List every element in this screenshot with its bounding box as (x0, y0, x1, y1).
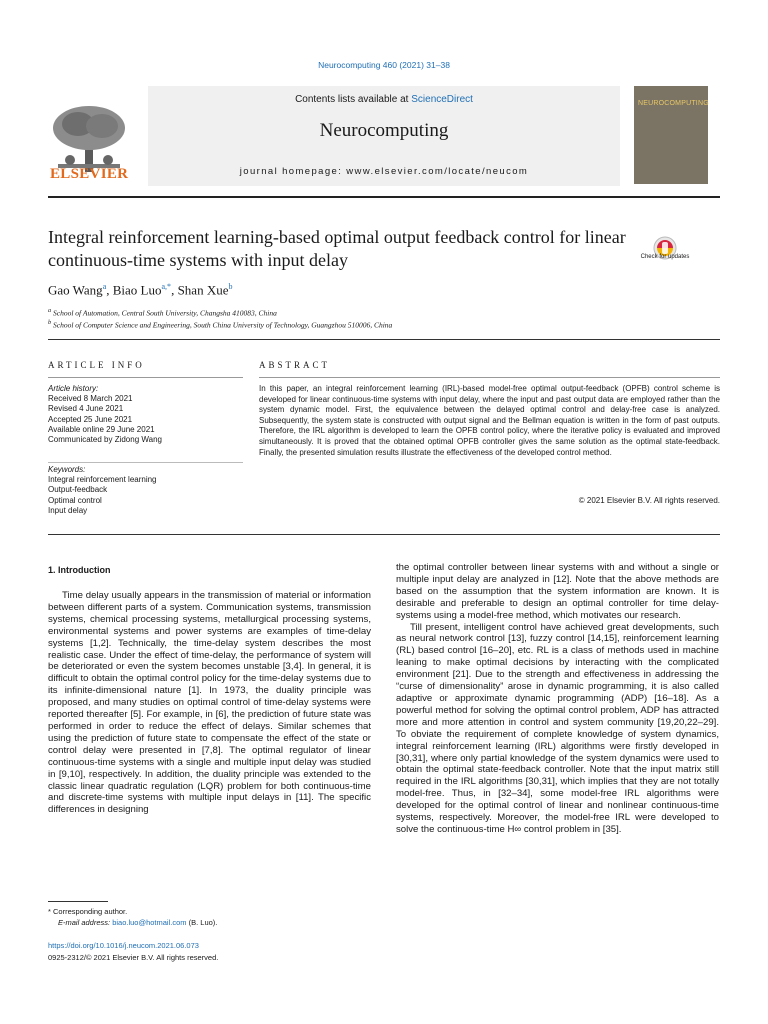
body-paragraph: the optimal controller between linear systems with and without a single or multiple input delay are analyzed in [12]. Note that the above methods are based on the assumption that the system information are known. It is desirable and preferable to design an optimal controller for time delay-systems using a model-free method, which motivates our research. (396, 562, 719, 621)
section-heading-introduction: 1. Introduction (48, 565, 111, 575)
affiliation-text: School of Automation, Central South University, Changsha 410083, China (53, 308, 277, 318)
cover-title-text: NEUROCOMPUTING (638, 100, 709, 107)
keywords-label: Keywords: (48, 465, 86, 474)
title-divider (48, 339, 720, 340)
email-link[interactable]: biao.luo@hotmail.com (112, 918, 187, 927)
journal-homepage[interactable]: journal homepage: www.elsevier.com/locate/neucom (239, 166, 529, 177)
affiliation-text: School of Computer Science and Engineering, South China University of Technology, Guangzhou 510006, China (53, 320, 393, 330)
check-for-updates-icon[interactable] (648, 230, 682, 268)
keyword-item: Output-feedback (48, 485, 108, 495)
abstract-bottom-divider (48, 534, 720, 535)
publisher-logo-text: ELSEVIER (50, 166, 129, 182)
keywords-list (48, 465, 243, 516)
body-paragraph: Till present, intelligent control have achieved great developments, such as neural network control [13], fuzzy control [14,15], reinforcement learning (RL) based control [16–20], etc. RL is a class of methods used in machine leaning to make optimal decisions by interacting with the complicated environment [21]. Due to the strength and effectiveness in addressing the “curse of dimensionality” arose in dynamic programming, it is also called adaptive or approximate dynamic programming (ADP) [16–18]. As a powerful method for solving the optimal control problem, ADP has attracted more and more attention in control and system community [19,20,22–29]. To obviate the requirement of complete knowledge of system dynamics, integral reinforcement learning (IRL) algorithms were firstly developed in [30,31], where only partial knowledge of the system dynamics were used to obtain the optimal state-feedback controller. Note that the input matrix still required in the IRL algorithms [30,31], which implies that they are not totally model-free. Thus, in [32–34], some model-free IRL algorithms were developed for the optimal control of linear and nonlinear continuous-time systems, respectively. Moreover, the model-free IRL were developed to solve the continuous-time H∞ control problem in [35]. (396, 621, 719, 835)
abstract-copyright: © 2021 Elsevier B.V. All rights reserved. (578, 496, 720, 505)
article-info-divider (48, 377, 243, 378)
history-item: Received 8 March 2021 (48, 394, 133, 404)
keywords-divider (48, 462, 243, 463)
journal-citation-link[interactable]: Neurocomputing 460 (2021) 31–38 (318, 60, 450, 70)
affiliation-a (48, 307, 277, 318)
email-line (48, 917, 378, 928)
abstract-text: In this paper, an integral reinforcement learning (IRL)-based model-free optimal output-feedback (OPFB) control scheme is developed for linear continuous-time systems with input delay, where the input and past output data are employed rather than the system dynamic model. First, the equivalence between the delayed optimal control and delay-free case is analyzed. Subsequently, the system state is constructed with output signal and the Bellman equation is written in the form of past outputs. Therefore, the IRL algorithm is developed to learn the OPFB control policy, where the iterative policy is evaluated and improved simultaneously. It is proved that the obtained optimal OPFB controller gives the same solution as the optimal state-feedback. Finally, the presented simulation results illustrate the effectiveness of the developed control method. (259, 384, 720, 457)
contents-prefix: Contents lists available at (295, 94, 412, 105)
journal-cover-image (634, 86, 708, 184)
corresponding-author-footnote (48, 906, 378, 928)
email-suffix: (B. Luo). (186, 918, 218, 927)
article-info-heading: ARTICLE INFO (48, 360, 145, 370)
history-item: Available online 29 June 2021 (48, 424, 155, 434)
author-list: Gao Wang$^a$, Biao Luo$^{a,*}$, Shan Xue$^b$ (48, 282, 233, 298)
email-label: E-mail address: (58, 918, 113, 927)
affiliation-marker: b (48, 319, 52, 326)
author-name[interactable]: Shan Xue (177, 282, 229, 298)
header-center-panel (148, 86, 620, 186)
author-affiliation-marker[interactable]: b (228, 282, 233, 291)
journal-cover (620, 86, 720, 186)
affiliation-marker: a (48, 307, 52, 314)
keyword-item: Integral reinforcement learning (48, 475, 157, 485)
abstract-heading: ABSTRACT (259, 360, 331, 370)
keyword-item: Input delay (48, 505, 88, 515)
check-for-updates-label[interactable]: Check for updates (640, 254, 690, 260)
footnote-divider (48, 901, 108, 902)
author-affiliation-marker[interactable]: a (102, 282, 107, 291)
history-item: Revised 4 June 2021 (48, 404, 124, 414)
history-item: Accepted 25 June 2021 (48, 414, 133, 424)
sciencedirect-link[interactable]: ScienceDirect (411, 94, 473, 105)
article-history (48, 384, 243, 445)
body-column-left (48, 590, 371, 816)
author-affiliation-marker[interactable]: a,* (161, 282, 172, 291)
journal-header (48, 86, 720, 190)
contents-line (148, 94, 620, 105)
author-name[interactable]: Gao Wang (48, 282, 103, 298)
abstract-divider (259, 377, 720, 378)
history-item: Communicated by Zidong Wang (48, 435, 162, 445)
journal-title: Neurocomputing (319, 120, 449, 141)
history-label: Article history: (48, 384, 99, 393)
header-divider (48, 196, 720, 198)
corresponding-label: * Corresponding author. (48, 907, 128, 916)
article-title: Integral reinforcement learning-based optimal output feedback control for linear continuous-time systems with input delay (48, 227, 626, 270)
body-paragraph: Time delay usually appears in the transmission of material or information between different parts of a system. Communication systems, transmission systems, chemical processing systems, metallurgical processing systems, environmental systems and power systems are examples of time-delay systems [1,2]. Technically, the time-delay system describes the most realistic case. Under the effect of time-delay, the performance of system will be deteriorated or even the system becomes unstable [3,4]. In general, it is difficult to obtain the optimal control policy for the time-delay systems due to its infinite-dimensional nature [1]. In 1973, the duality principle was proposed, and many studies on optimal control of time-delay systems were reported thereafter [5]. For example, in [6], the prediction of future state was performed in order to reduce the effect of delays. Similar schemes that using the prediction of future state to compensate the effect of the state or control delay were presented in [7,8]. The optimal regulator of linear continuous-time systems with a single and multiple input delay was studied in [9,10], respectively. In addition, the duality principle was extended to the classic linear quadratic regulation (LQR) problem for both continuous-time and discrete-time systems with multiple input delays in [11]. The specific differences in designing (48, 590, 371, 816)
keyword-item: Optimal control (48, 495, 102, 505)
affiliation-b (48, 319, 392, 330)
author-name[interactable]: Biao Luo (112, 282, 162, 298)
body-column-right (396, 562, 719, 836)
doi-link[interactable]: https://doi.org/10.1016/j.neucom.2021.06.073 (48, 941, 199, 950)
issn-copyright: 0925-2312/© 2021 Elsevier B.V. All rights reserved. (48, 953, 219, 962)
